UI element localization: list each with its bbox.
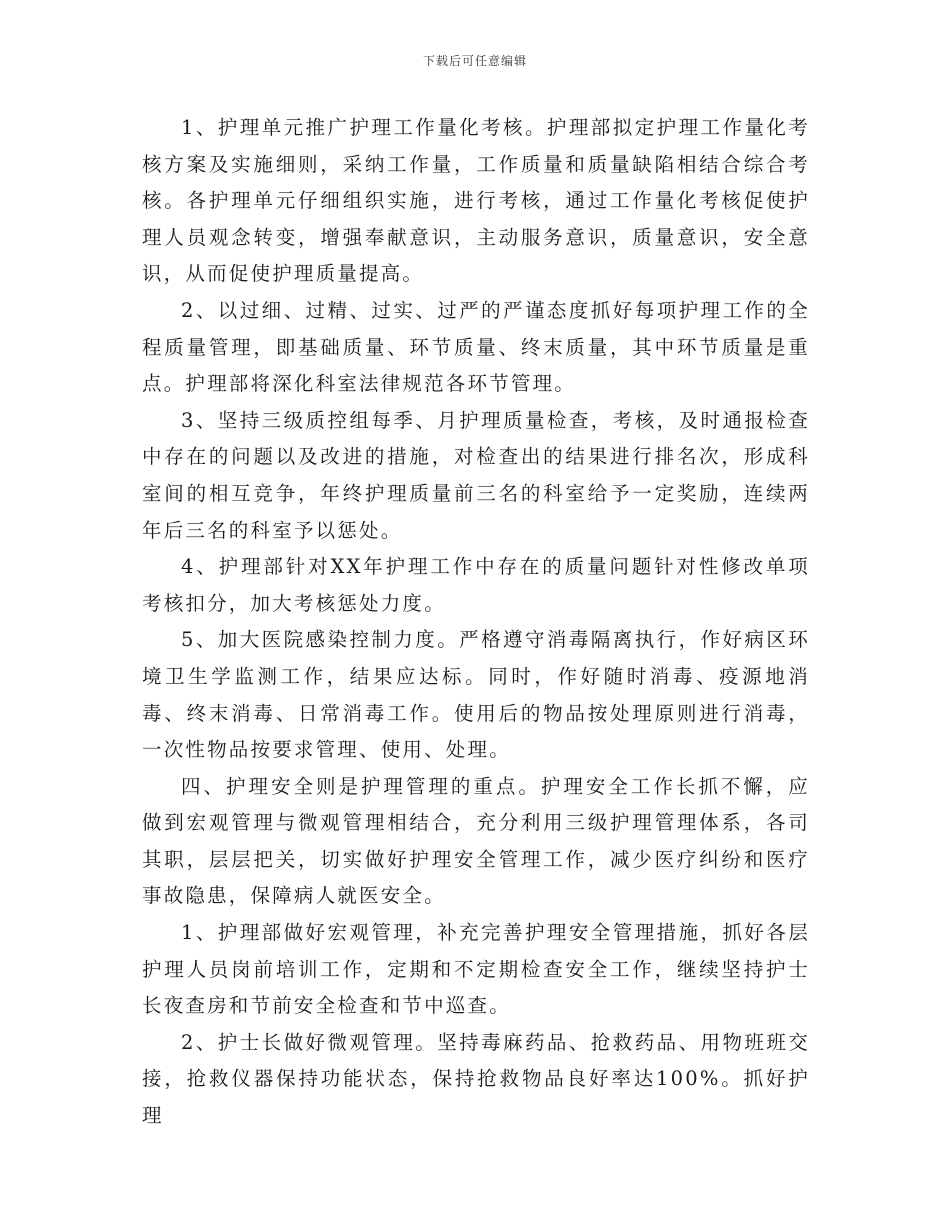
paragraph: 1、护理单元推广护理工作量化考核。护理部拟定护理工作量化考核方案及实施细则，采纳工作量，工作质量和质量缺陷相结合综合考核。各护理单元仔细组织实施，进行考核，通过工作量化考核促使护理人员观念转变，增强奉献意识，主动服务意识，质量意识，安全意识，从而促使护理质量提高。 <box>142 116 810 286</box>
paragraph: 4、护理部针对XX年护理工作中存在的质量问题针对性修改单项考核扣分，加大考核惩处力度。 <box>142 555 810 615</box>
paragraph: 四、护理安全则是护理管理的重点。护理安全工作长抓不懈，应做到宏观管理与微观管理相结合，充分利用三级护理管理体系，各司其职，层层把关，切实做好护理安全管理工作，减少医疗纠纷和医疗事故隐患，保障病人就医安全。 <box>142 774 810 908</box>
paragraph: 1、护理部做好宏观管理，补充完善护理安全管理措施，抓好各层护理人员岗前培训工作，定期和不定期检查安全工作，继续坚持护士长夜查房和节前安全检查和节中巡查。 <box>142 921 810 1018</box>
paragraph: 3、坚持三级质控组每季、月护理质量检查，考核，及时通报检查中存在的问题以及改进的措施，对检查出的结果进行排名次，形成科室间的相互竞争，年终护理质量前三名的科室给予一定奖励，连续两年后三名的科室予以惩处。 <box>142 408 810 542</box>
paragraph: 2、以过细、过精、过实、过严的严谨态度抓好每项护理工作的全程质量管理，即基础质量、环节质量、终末质量，其中环节质量是重点。护理部将深化科室法律规范各环节管理。 <box>142 298 810 396</box>
document-body <box>142 110 810 1135</box>
paragraph: 5、加大医院感染控制力度。严格遵守消毒隔离执行，作好病区环境卫生学监测工作，结果应达标。同时，作好随时消毒、疫源地消毒、终末消毒、日常消毒工作。使用后的物品按处理原则进行消毒，一次性物品按要求管理、使用、处理。 <box>142 628 810 762</box>
page-header-note: 下载后可任意编辑 <box>422 54 527 68</box>
paragraph: 2、护士长做好微观管理。坚持毒麻药品、抢救药品、用物班班交接，抢救仪器保持功能状态，保持抢救物品良好率达100%。抓好护理 <box>142 1030 810 1128</box>
